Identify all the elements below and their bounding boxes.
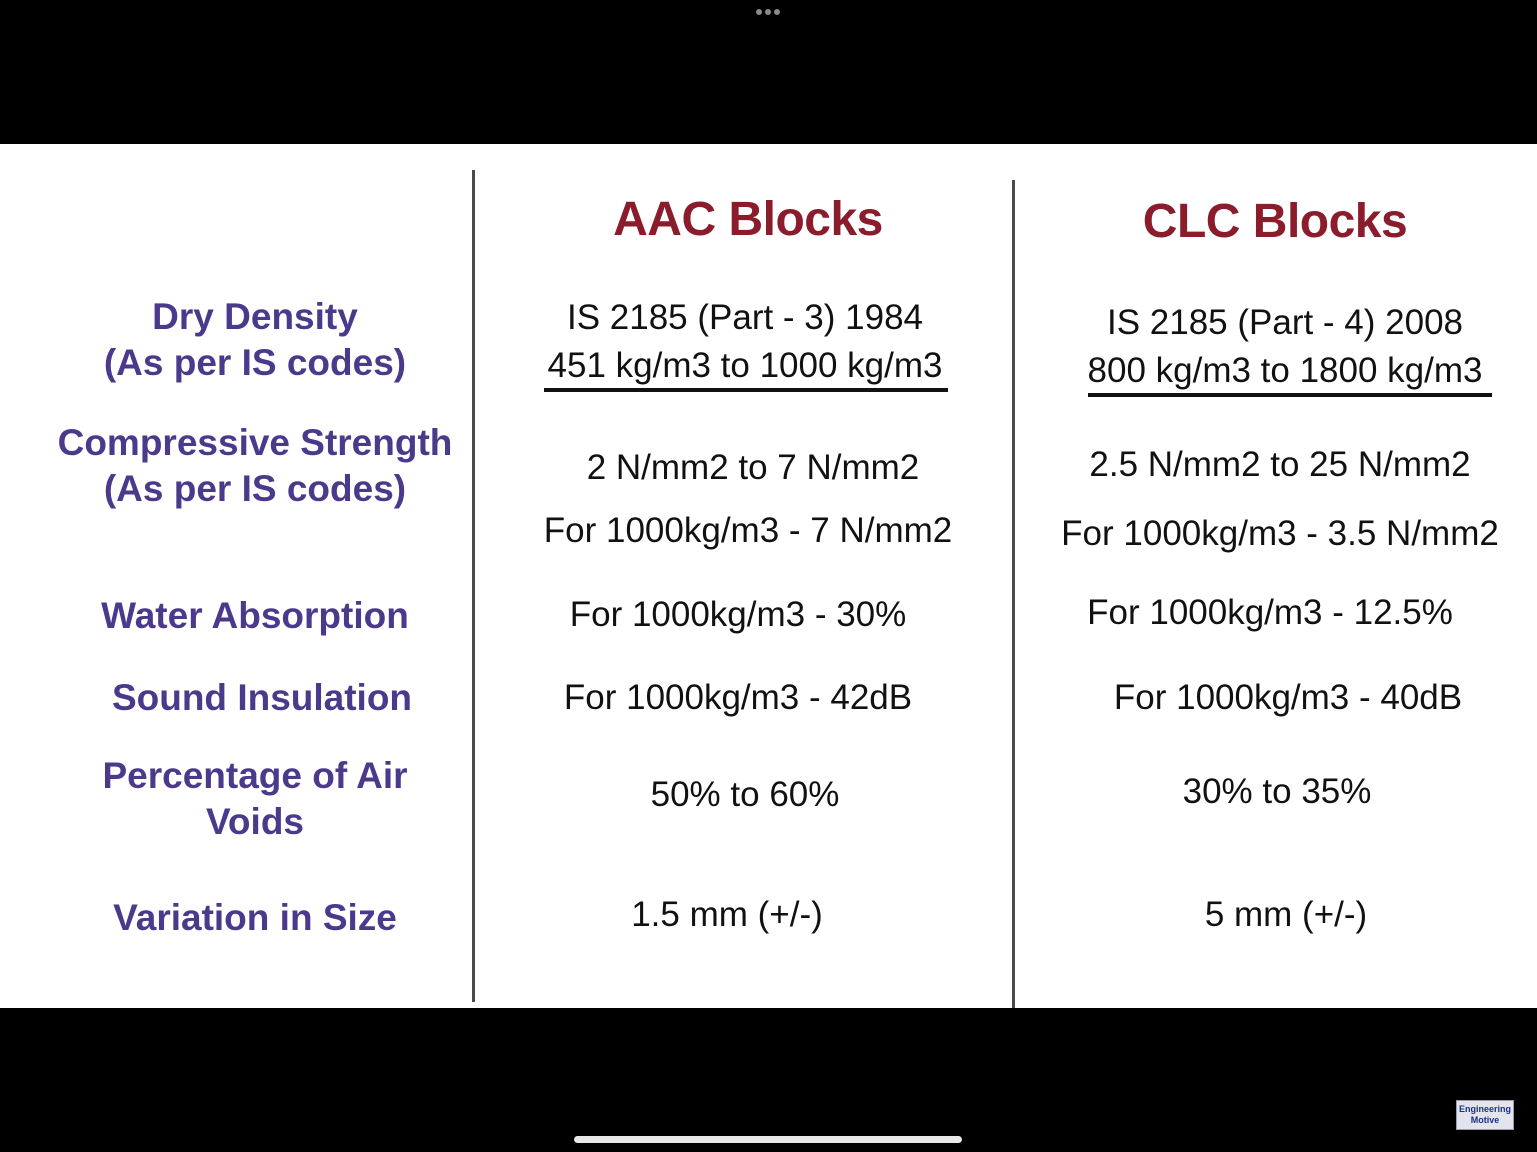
engineering-motive-logo: Engineering Motive	[1456, 1100, 1514, 1130]
row-label-dry-density: Dry Density (As per IS codes)	[103, 296, 407, 383]
aac-variation-in-size: 1.5 mm (+/-)	[631, 895, 823, 934]
more-options-dots[interactable]	[756, 9, 780, 15]
clc-dry-density: IS 2185 (Part - 4) 2008 800 kg/m3 to 1800 kg/m3	[1087, 303, 1483, 390]
column-divider-right	[1012, 180, 1015, 1008]
aac-column-title: AAC Blocks	[613, 193, 883, 246]
comparison-slide	[0, 144, 1537, 1008]
row-label-air-voids: Percentage of Air Voids	[102, 755, 408, 842]
row-label-water-absorption: Water Absorption	[101, 595, 409, 636]
aac-dry-density-underline	[544, 388, 948, 392]
aac-sound-insulation: For 1000kg/m3 - 42dB	[563, 678, 913, 717]
clc-compressive-1000: For 1000kg/m3 - 3.5 N/mm2	[1061, 514, 1499, 553]
dot-icon	[774, 9, 780, 15]
row-label-sound-insulation: Sound Insulation	[111, 677, 413, 718]
dot-icon	[765, 9, 771, 15]
row-label-variation-in-size: Variation in Size	[113, 897, 397, 938]
aac-compressive-range: 2 N/mm2 to 7 N/mm2	[586, 448, 920, 487]
clc-variation-in-size: 5 mm (+/-)	[1204, 895, 1368, 934]
aac-dry-density: IS 2185 (Part - 3) 1984 451 kg/m3 to 1000 kg/m3	[547, 298, 943, 385]
clc-sound-insulation: For 1000kg/m3 - 40dB	[1113, 678, 1463, 717]
home-indicator-bar[interactable]	[574, 1136, 962, 1143]
aac-air-voids: 50% to 60%	[650, 775, 840, 814]
column-divider-left	[472, 170, 475, 1002]
clc-compressive-range: 2.5 N/mm2 to 25 N/mm2	[1089, 445, 1471, 484]
aac-compressive-1000: For 1000kg/m3 - 7 N/mm2	[543, 511, 953, 550]
clc-water-absorption: For 1000kg/m3 - 12.5%	[1087, 593, 1453, 632]
aac-water-absorption: For 1000kg/m3 - 30%	[569, 595, 907, 634]
clc-dry-density-underline	[1088, 393, 1492, 397]
dot-icon	[756, 9, 762, 15]
row-label-compressive-strength: Compressive Strength (As per IS codes)	[57, 422, 453, 509]
clc-air-voids: 30% to 35%	[1182, 772, 1372, 811]
clc-column-title: CLC Blocks	[1142, 195, 1408, 248]
